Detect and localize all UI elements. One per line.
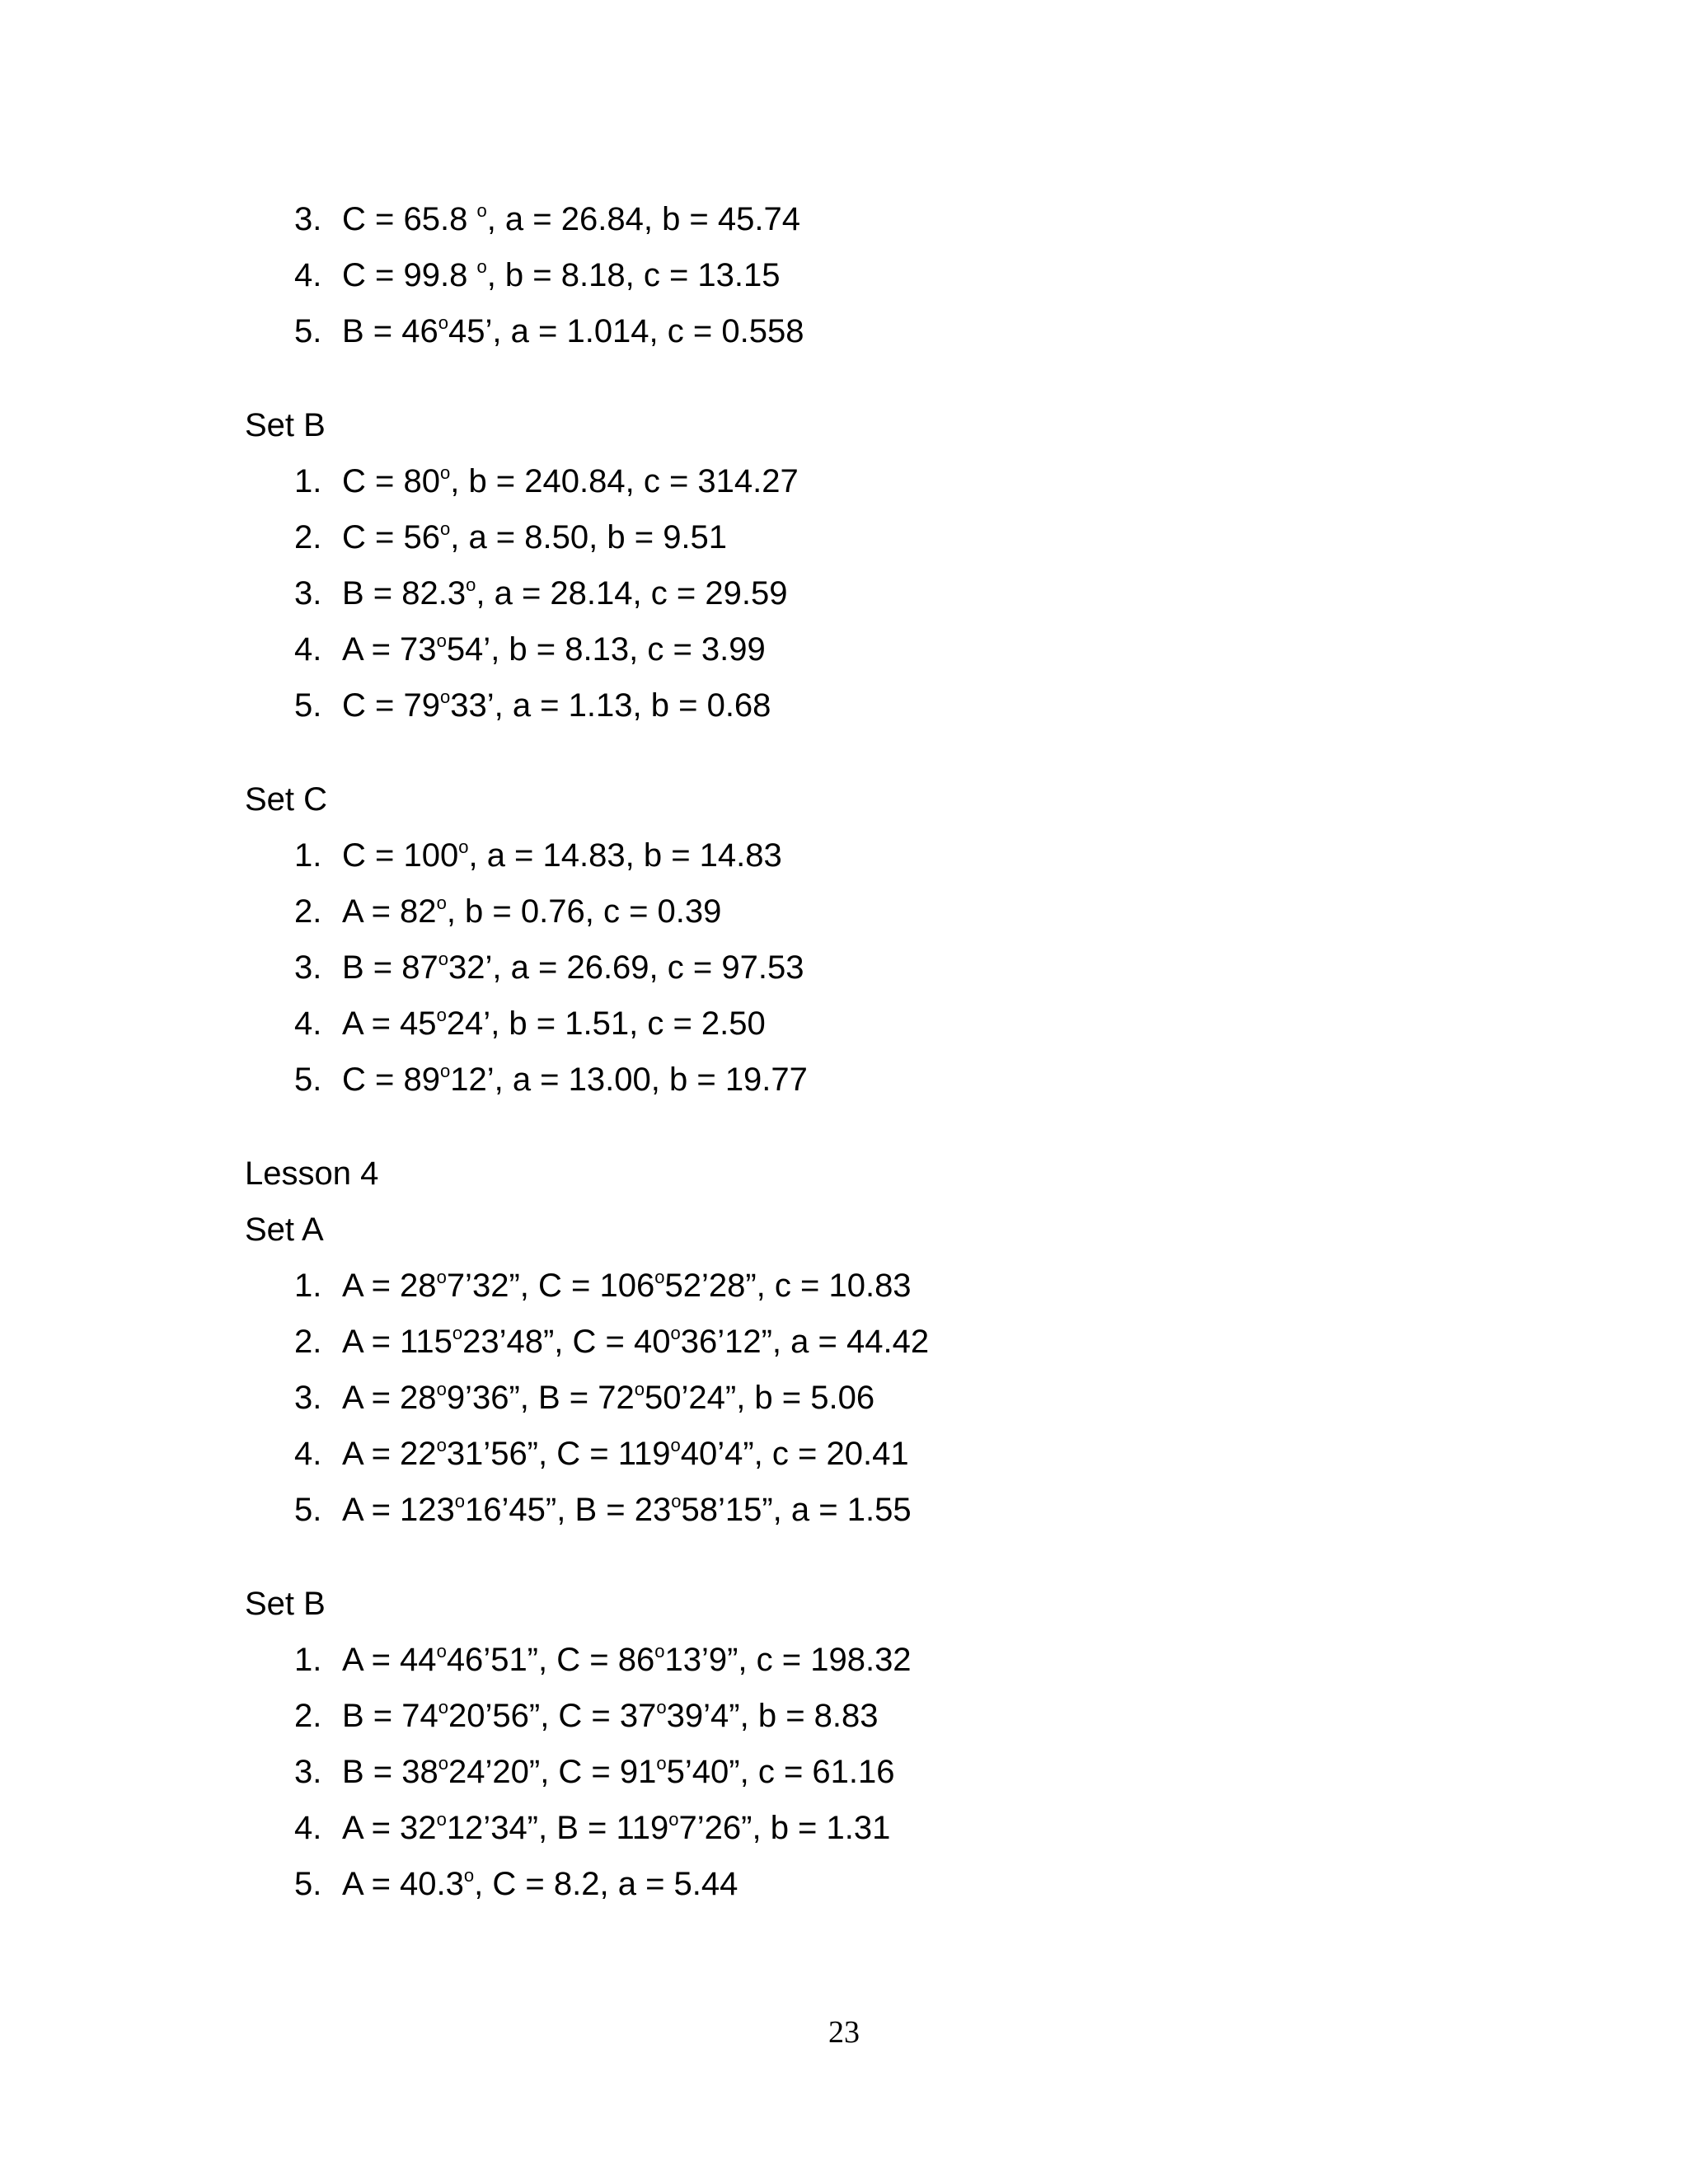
degree-symbol: o: [654, 1267, 665, 1287]
item-number: 4.: [294, 631, 322, 668]
item-text: $A = 32^o12’34$”, $B = 119^o7’26$”, b = 1.31: [342, 1809, 891, 1846]
item-number: 3.: [294, 201, 322, 237]
item-number: 5.: [294, 1492, 322, 1528]
item-text: $B = 38^o24’20$”, $C = 91^o5’40$”, c = 61.16: [342, 1753, 895, 1790]
item-number: 1.: [294, 837, 322, 874]
degree-symbol: o: [438, 312, 449, 333]
item-text: C = 99.8 $^o$, b = 8.18, c = 13.15: [342, 256, 781, 293]
degree-symbol: o: [436, 1435, 447, 1455]
item-text: $A = 73^o54$’, b = 8.13, c = 3.99: [342, 630, 766, 668]
answer-list: [245, 1632, 1605, 1912]
item-text: $C = 56^o$, a = 8.50, b = 9.51: [342, 518, 728, 555]
degree-symbol: o: [436, 1379, 447, 1399]
item-number: 2.: [294, 893, 322, 930]
answer-group-lesson4-set-b: [245, 1576, 1605, 1912]
item-number: 1.: [294, 463, 322, 499]
item-text: $A = 123^o16’45$”, $B = 23^o58’15$”, a = 1.55: [342, 1491, 912, 1528]
item-text: $A = 115^o23’48$”, $C = 40^o36’12$”, a = 44.42: [342, 1323, 930, 1360]
degree-symbol: o: [670, 1435, 681, 1455]
item-number: 1.: [294, 1642, 322, 1678]
degree-symbol: o: [656, 1697, 667, 1718]
answer-item: [245, 1426, 1605, 1482]
item-text: $B = 82.3^o$, a = 28.14, c = 29.59: [342, 574, 788, 612]
item-number: 2.: [294, 519, 322, 555]
degree-symbol: o: [463, 1865, 475, 1886]
degree-symbol: o: [436, 893, 447, 913]
page-number: 23: [828, 2015, 860, 2050]
item-number: 3.: [294, 575, 322, 612]
item-number: 4.: [294, 1436, 322, 1472]
answer-item: [245, 883, 1605, 940]
set-heading: Set C: [245, 781, 328, 818]
item-text: $A = 28^o7’32$”, $C = 106^o52’28$”, c = 10.83: [342, 1267, 912, 1304]
item-number: 3.: [294, 1754, 322, 1790]
degree-symbol: o: [439, 462, 451, 483]
item-text: $A = 28^o9’36$”, $B = 72^o50’24$”, b = 5.06: [342, 1379, 875, 1416]
set-heading: Set A: [245, 1212, 324, 1248]
item-text: $C = 89^o12$’, a = 13.00, b = 19.77: [342, 1061, 808, 1098]
answer-item: [245, 1482, 1605, 1538]
item-text: $A = 40.3^o$, C = 8.2, a = 5.44: [342, 1865, 738, 1902]
item-number: 2.: [294, 1324, 322, 1360]
answer-item: [245, 1800, 1605, 1856]
answer-group-continued: [245, 191, 1605, 359]
answer-list: [245, 191, 1605, 359]
degree-symbol: o: [436, 1641, 447, 1661]
item-number: 4.: [294, 1810, 322, 1846]
item-text: $B = 46^o45$’, a = 1.014, c = 0.558: [342, 312, 804, 349]
item-text: $C = 79^o33$’, a = 1.13, b = 0.68: [342, 687, 771, 724]
answer-item: [245, 1632, 1605, 1688]
item-text: $A = 45^o24$’, b = 1.51, c = 2.50: [342, 1005, 766, 1042]
degree-symbol: o: [439, 518, 451, 539]
answer-item: [245, 827, 1605, 883]
degree-symbol: o: [670, 1323, 681, 1343]
degree-symbol: o: [436, 630, 447, 651]
item-number: 5.: [294, 1866, 322, 1902]
lesson-heading: Lesson 4: [245, 1155, 379, 1192]
degree-symbol: o: [654, 1641, 665, 1661]
degree-symbol: o: [671, 1491, 682, 1511]
answer-item: [245, 677, 1605, 733]
item-text: $C = 100^o$, a = 14.83, b = 14.83: [342, 837, 782, 874]
degree-symbol: o: [476, 256, 487, 277]
item-number: 3.: [294, 1380, 322, 1416]
degree-symbol: o: [438, 1697, 449, 1718]
answer-item: [245, 303, 1605, 359]
answer-item: [245, 1744, 1605, 1800]
answer-item: [245, 621, 1605, 677]
item-number: 1.: [294, 1268, 322, 1304]
answer-group-set-c: [245, 771, 1605, 1108]
answer-group-set-b: [245, 397, 1605, 733]
item-text: $C = 80^o$, b = 240.84, c = 314.27: [342, 462, 799, 499]
answer-group-lesson4-set-a: [245, 1146, 1605, 1538]
answer-item: [245, 453, 1605, 509]
answer-item: [245, 1258, 1605, 1314]
item-text: $A = 44^o46’51$”, $C = 86^o13’9$”, c = 198.32: [342, 1641, 912, 1678]
answer-item: [245, 1314, 1605, 1370]
degree-symbol: o: [436, 1267, 447, 1287]
item-number: 4.: [294, 1005, 322, 1042]
answer-list: [245, 1258, 1605, 1538]
item-text: $A = 82^o$, b = 0.76, c = 0.39: [342, 893, 722, 930]
item-number: 4.: [294, 257, 322, 293]
item-text: $B = 87^o32$’, a = 26.69, c = 97.53: [342, 949, 804, 986]
degree-symbol: o: [634, 1379, 645, 1399]
degree-symbol: o: [436, 1005, 447, 1025]
set-heading: Set B: [245, 1586, 326, 1622]
answer-list: [245, 453, 1605, 733]
item-text: $A = 22^o31’56$”, $C = 119^o40’4$”, c = 20.41: [342, 1435, 909, 1472]
answer-list: [245, 827, 1605, 1108]
degree-symbol: o: [476, 200, 487, 221]
degree-symbol: o: [656, 1753, 667, 1774]
degree-symbol: o: [436, 1809, 447, 1830]
item-number: 3.: [294, 949, 322, 986]
answer-item: [245, 565, 1605, 621]
degree-symbol: o: [439, 687, 451, 707]
item-number: 2.: [294, 1698, 322, 1734]
degree-symbol: o: [438, 949, 449, 969]
answer-item: [245, 996, 1605, 1052]
degree-symbol: o: [668, 1809, 679, 1830]
answer-item: [245, 191, 1605, 247]
degree-symbol: o: [438, 1753, 449, 1774]
item-number: 5.: [294, 313, 322, 349]
answer-item: [245, 509, 1605, 565]
degree-symbol: o: [439, 1061, 451, 1081]
answer-item: [245, 1856, 1605, 1912]
answer-item: [245, 1688, 1605, 1744]
item-text: C = 65.8 $^o$, a = 26.84, b = 45.74: [342, 200, 800, 237]
item-number: 5.: [294, 1062, 322, 1098]
degree-symbol: o: [452, 1323, 463, 1343]
degree-symbol: o: [466, 574, 476, 595]
answer-item: [245, 1052, 1605, 1108]
answer-item: [245, 247, 1605, 303]
set-heading: Set B: [245, 407, 326, 443]
document-body: [245, 191, 1605, 1912]
degree-symbol: o: [458, 837, 469, 857]
item-number: 5.: [294, 687, 322, 724]
degree-symbol: o: [454, 1491, 466, 1511]
item-text: $B = 74^o20’56$”, $C = 37^o39’4$”, b = 8.83: [342, 1697, 879, 1734]
answer-item: [245, 1370, 1605, 1426]
answer-item: [245, 940, 1605, 996]
